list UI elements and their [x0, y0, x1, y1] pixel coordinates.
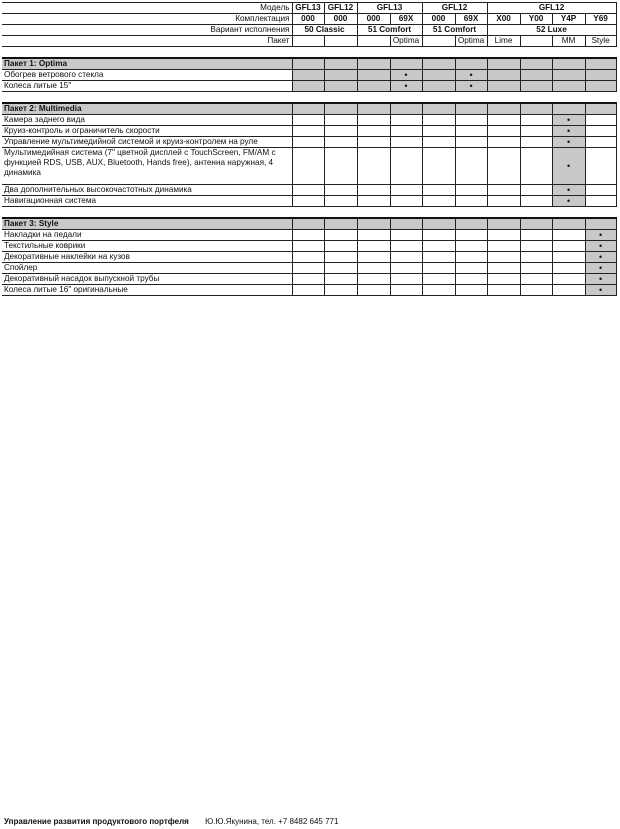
table-row: [2, 115, 616, 126]
option-name: Камера заднего вида: [2, 115, 292, 126]
equipment-table: [2, 2, 617, 296]
included-dot: •: [585, 285, 616, 296]
equipment-sheet: [2, 2, 616, 296]
included-dot: •: [585, 252, 616, 263]
packet-cell: Optima: [455, 36, 487, 47]
table-row: [2, 81, 616, 92]
included-dot: •: [552, 148, 585, 185]
table-row: [2, 196, 616, 207]
option-name: Круиз-контроль и ограничитель скорости: [2, 126, 292, 137]
complect-row: [2, 14, 616, 25]
included-dot: •: [455, 70, 487, 81]
table-row: [2, 185, 616, 196]
option-name: Декоративный насадок выпускной трубы: [2, 274, 292, 285]
included-dot: •: [552, 137, 585, 148]
complect-label: Комплектация: [2, 14, 292, 25]
table-row: [2, 285, 616, 296]
variant-label: Вариант исполнения: [2, 25, 292, 36]
included-dot: •: [552, 115, 585, 126]
included-dot: •: [390, 81, 422, 92]
included-dot: •: [552, 126, 585, 137]
table-row: [2, 148, 616, 185]
variant-cell: 51 Comfort: [422, 25, 487, 36]
complect-cell: 000: [357, 14, 390, 25]
option-name: Декоративные наклейки на кузов: [2, 252, 292, 263]
section-title: Пакет 3: Style: [2, 218, 292, 230]
included-dot: •: [552, 185, 585, 196]
variant-row: [2, 25, 616, 36]
section-title: Пакет 1: Optima: [2, 58, 292, 70]
included-dot: •: [585, 263, 616, 274]
complect-cell: X00: [487, 14, 520, 25]
section-header: [2, 218, 616, 230]
option-name: Обогрев ветрового стекла: [2, 70, 292, 81]
packet-cell: Style: [585, 36, 616, 47]
model-label: Модель: [2, 3, 292, 14]
table-row: [2, 70, 616, 81]
option-name: Два дополнительных высокочастотных динамика: [2, 185, 292, 196]
included-dot: •: [552, 196, 585, 207]
complect-cell: 000: [324, 14, 357, 25]
included-dot: •: [585, 230, 616, 241]
variant-cell: 51 Comfort: [357, 25, 422, 36]
table-row: [2, 137, 616, 148]
table-row: [2, 230, 616, 241]
footer-department: Управление развития продуктового портфеля: [4, 817, 189, 826]
option-name: Колеса литые 16" оригинальные: [2, 285, 292, 296]
table-row: [2, 263, 616, 274]
option-name: Накладки на педали: [2, 230, 292, 241]
packet-label: Пакет: [2, 36, 292, 47]
packet-cell: Optima: [390, 36, 422, 47]
variant-cell: 52 Luxe: [487, 25, 616, 36]
packet-cell: Lime: [487, 36, 520, 47]
footer-contact: Ю.Ю.Якунина, тел. +7 8482 645 771: [205, 817, 339, 826]
option-name: Спойлер: [2, 263, 292, 274]
model-cell: GFL13: [357, 3, 422, 14]
packet-cell: MM: [552, 36, 585, 47]
included-dot: •: [585, 274, 616, 285]
model-cell: GFL12: [324, 3, 357, 14]
table-row: [2, 126, 616, 137]
included-dot: •: [455, 81, 487, 92]
included-dot: •: [390, 70, 422, 81]
table-row: [2, 241, 616, 252]
option-name: Колеса литые 15": [2, 81, 292, 92]
table-row: [2, 274, 616, 285]
option-name: Навигационная система: [2, 196, 292, 207]
complect-cell: Y00: [520, 14, 552, 25]
variant-cell: 50 Classic: [292, 25, 357, 36]
complect-cell: 69X: [390, 14, 422, 25]
option-name: Управление мультимедийной системой и круиз-контролем на руле: [2, 137, 292, 148]
model-cell: GFL12: [487, 3, 616, 14]
complect-cell: Y69: [585, 14, 616, 25]
complect-cell: 69X: [455, 14, 487, 25]
complect-cell: 000: [292, 14, 324, 25]
section-title: Пакет 2: Multimedia: [2, 103, 292, 115]
section-header: [2, 58, 616, 70]
complect-cell: 000: [422, 14, 455, 25]
complect-cell: Y4P: [552, 14, 585, 25]
model-row: [2, 3, 616, 14]
included-dot: •: [585, 241, 616, 252]
model-cell: GFL13: [292, 3, 324, 14]
page-footer: [4, 817, 338, 826]
option-name: Мультимедийная система (7" цветной дисплей с TouchScreen, FM/AM с функцией RDS, USB, AUX, Bluetooth, Hands free), антенна наружная, 4 динамика: [2, 148, 292, 185]
packet-row: [2, 36, 616, 47]
table-row: [2, 252, 616, 263]
model-cell: GFL12: [422, 3, 487, 14]
section-header: [2, 103, 616, 115]
option-name: Текстильные коврики: [2, 241, 292, 252]
